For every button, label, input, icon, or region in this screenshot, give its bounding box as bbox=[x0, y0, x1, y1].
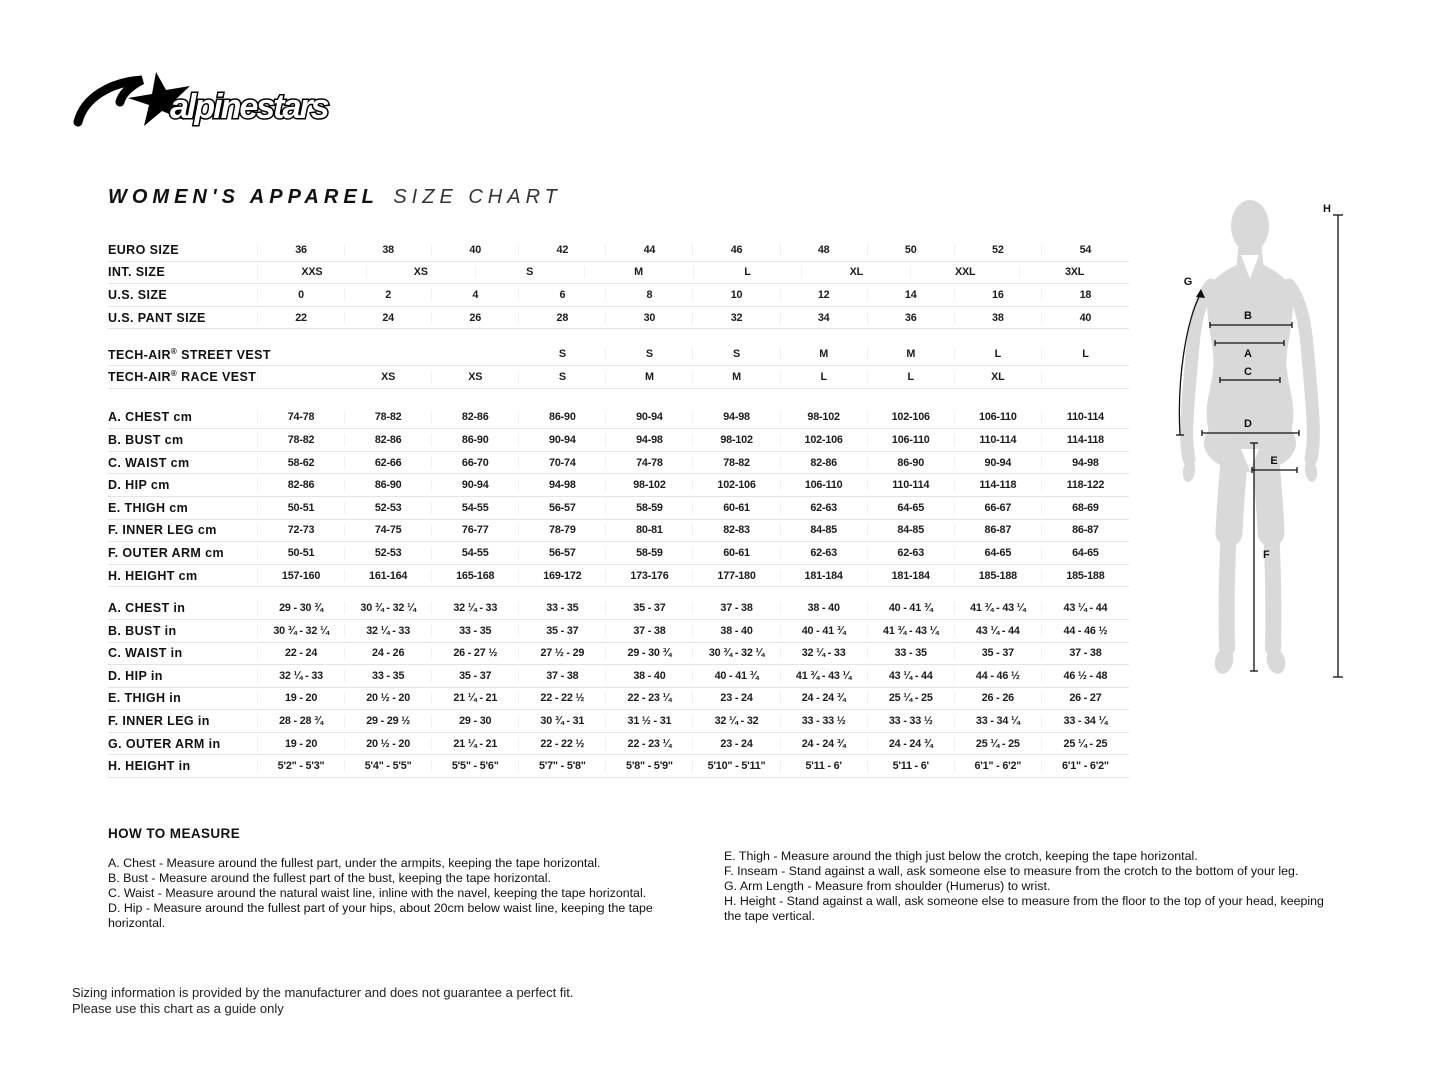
size-cell: 54-55 bbox=[432, 502, 519, 514]
size-cell: 25 ¼ - 25 bbox=[868, 692, 955, 704]
row-label: C. WAIST cm bbox=[108, 456, 258, 470]
size-cell: 52-53 bbox=[345, 502, 432, 514]
size-cell: 29 - 30 ¾ bbox=[258, 602, 345, 614]
table-row bbox=[108, 262, 1129, 285]
size-cell: 38 - 40 bbox=[781, 602, 868, 614]
size-cell: 35 - 37 bbox=[519, 625, 606, 637]
size-cell: 46 ½ - 48 bbox=[1063, 669, 1108, 682]
size-cell: 19 - 20 bbox=[258, 692, 345, 704]
size-cell: 3XL bbox=[1064, 266, 1085, 279]
size-cell: 64-65 bbox=[955, 547, 1042, 559]
size-cell: 94-98 bbox=[693, 411, 780, 423]
size-cell: 32 ¼ - 33 bbox=[781, 647, 868, 659]
size-cell: 90-94 bbox=[432, 479, 519, 491]
size-cell: 42 bbox=[519, 244, 606, 256]
size-cell: 24 bbox=[345, 312, 432, 324]
size-cell: L bbox=[694, 266, 803, 278]
size-cell: 181-184 bbox=[781, 570, 868, 582]
measure-instruction: C. Waist - Measure around the natural waist line, inline with the navel, keeping the tape horizontal. bbox=[108, 885, 647, 900]
size-cell: 50-51 bbox=[258, 547, 345, 559]
size-cell: 4 bbox=[432, 289, 519, 301]
size-cell: 32 bbox=[693, 312, 780, 324]
size-cell: 32 ¼ - 33 bbox=[258, 670, 345, 682]
size-cell: 14 bbox=[868, 289, 955, 301]
size-cell: 27 ½ - 29 bbox=[519, 647, 606, 659]
size-cell: 54 bbox=[1079, 243, 1092, 256]
table-row bbox=[108, 620, 1129, 643]
label-a: A bbox=[1244, 348, 1252, 360]
table-row bbox=[108, 343, 1129, 366]
size-cell: 20 ½ - 20 bbox=[345, 738, 432, 750]
size-cell: 23 - 24 bbox=[693, 692, 780, 704]
size-cell: 76-77 bbox=[432, 524, 519, 536]
size-cell: XXS bbox=[258, 266, 367, 278]
size-cell: 28 - 28 ¾ bbox=[258, 715, 345, 727]
size-cell: 33 - 35 bbox=[345, 670, 432, 682]
row-label: F. OUTER ARM cm bbox=[108, 546, 258, 560]
table-row bbox=[108, 643, 1129, 666]
size-cell: 82-86 bbox=[258, 479, 345, 491]
page-title-sub: SIZE CHART bbox=[393, 186, 562, 208]
measure-instruction: B. Bust - Measure around the fullest part of the bust, keeping the tape horizontal. bbox=[108, 870, 551, 885]
size-cell: 161-164 bbox=[345, 570, 432, 582]
size-cell: XS bbox=[345, 371, 432, 383]
label-h: H bbox=[1323, 203, 1331, 215]
row-label: F. INNER LEG cm bbox=[108, 523, 258, 537]
measure-instruction: F. Inseam - Stand against a wall, ask someone else to measure from the crotch to the bottom of your leg. bbox=[724, 863, 1299, 878]
size-cell: 114-118 bbox=[1066, 433, 1104, 446]
body-silhouette-diagram bbox=[1175, 193, 1365, 693]
size-cell: 86-87 bbox=[955, 524, 1042, 536]
size-cell: 86-90 bbox=[345, 479, 432, 491]
size-cell: 33 - 34 ¼ bbox=[1063, 715, 1108, 728]
size-cell: 2 bbox=[345, 289, 432, 301]
size-cell: 62-66 bbox=[345, 457, 432, 469]
size-cell: 58-59 bbox=[606, 547, 693, 559]
size-cell: 41 ¾ - 43 ¼ bbox=[955, 602, 1042, 614]
size-cell: 25 ¼ - 25 bbox=[955, 738, 1042, 750]
size-cell: 43 ¼ - 44 bbox=[955, 625, 1042, 637]
how-to-measure-left bbox=[108, 826, 708, 931]
table-row bbox=[108, 665, 1129, 688]
row-label: C. WAIST in bbox=[108, 646, 258, 660]
size-table bbox=[108, 239, 1129, 778]
size-cell: 28 bbox=[519, 312, 606, 324]
size-cell: 58-59 bbox=[606, 502, 693, 514]
size-cell: L bbox=[955, 348, 1042, 360]
size-cell: 35 - 37 bbox=[606, 602, 693, 614]
table-row bbox=[108, 688, 1129, 711]
table-row bbox=[108, 565, 1129, 588]
size-cell: 40 - 41 ¾ bbox=[868, 602, 955, 614]
sizes-section bbox=[108, 239, 1129, 329]
size-cell: M bbox=[585, 266, 694, 278]
size-cell: 5'5" - 5'6" bbox=[432, 760, 519, 772]
female-silhouette bbox=[1182, 200, 1319, 676]
table-row bbox=[108, 429, 1129, 452]
row-label: U.S. SIZE bbox=[108, 288, 258, 302]
table-row bbox=[108, 497, 1129, 520]
page-title bbox=[108, 186, 562, 209]
measure-instruction: H. Height - Stand against a wall, ask someone else to measure from the floor to the top of your head, keeping the tape vertical. bbox=[724, 893, 1324, 923]
disclaimer-line-2: Please use this chart as a guide only bbox=[72, 1000, 284, 1016]
measure-instruction: D. Hip - Measure around the fullest part of your hips, about 20cm below waist line, keeping the tape horizontal. bbox=[108, 900, 653, 930]
size-cell: 94-98 bbox=[519, 479, 606, 491]
size-cell: 5'8" - 5'9" bbox=[606, 760, 693, 772]
row-label: B. BUST cm bbox=[108, 433, 258, 447]
size-cell: 54-55 bbox=[432, 547, 519, 559]
size-cell: 102-106 bbox=[693, 479, 780, 491]
size-cell: 90-94 bbox=[519, 434, 606, 446]
size-cell: 29 - 30 bbox=[432, 715, 519, 727]
table-row bbox=[108, 452, 1129, 475]
size-cell: 33 - 33 ½ bbox=[868, 715, 955, 727]
size-cell: 78-82 bbox=[258, 434, 345, 446]
table-row bbox=[108, 597, 1129, 620]
size-cell: 43 ¼ - 44 bbox=[1063, 602, 1108, 615]
logo-wordmark: alpinestars bbox=[170, 88, 328, 126]
size-cell: 165-168 bbox=[432, 570, 519, 582]
size-cell: 22 - 22 ½ bbox=[519, 738, 606, 750]
size-cell: XXL bbox=[911, 266, 1020, 278]
size-cell: 78-82 bbox=[345, 411, 432, 423]
size-cell: 37 - 38 bbox=[1069, 647, 1102, 660]
size-cell: 36 bbox=[258, 244, 345, 256]
size-cell: 22 - 23 ¼ bbox=[606, 738, 693, 750]
measure-instruction: A. Chest - Measure around the fullest part, under the armpits, keeping the tape horizontal. bbox=[108, 856, 601, 870]
size-cell: 114-118 bbox=[955, 479, 1042, 491]
size-cell: 30 bbox=[606, 312, 693, 324]
size-cell: M bbox=[868, 348, 955, 360]
size-cell: 37 - 38 bbox=[693, 602, 780, 614]
size-cell: 64-65 bbox=[1072, 546, 1099, 559]
size-cell: 60-61 bbox=[693, 502, 780, 514]
size-cell: 46 bbox=[693, 244, 780, 256]
size-cell: 36 bbox=[868, 312, 955, 324]
row-label: U.S. PANT SIZE bbox=[108, 311, 258, 325]
size-cell: XL bbox=[802, 266, 911, 278]
size-cell: 6'1" - 6'2" bbox=[955, 760, 1042, 772]
size-cell: 169-172 bbox=[519, 570, 606, 582]
size-cell: 21 ¼ - 21 bbox=[432, 692, 519, 704]
row-label: B. BUST in bbox=[108, 624, 258, 638]
size-cell: 106-110 bbox=[781, 479, 868, 491]
alpinestars-logo bbox=[70, 68, 330, 141]
size-cell: 12 bbox=[781, 289, 868, 301]
size-cell: 185-188 bbox=[955, 570, 1042, 582]
size-cell: 43 ¼ - 44 bbox=[868, 670, 955, 682]
size-cell: 24 - 24 ¾ bbox=[781, 692, 868, 704]
size-cell: 106-110 bbox=[868, 434, 955, 446]
label-f: F bbox=[1263, 549, 1270, 561]
size-cell: 8 bbox=[606, 289, 693, 301]
size-cell: L bbox=[1082, 348, 1089, 361]
size-cell: 52 bbox=[955, 244, 1042, 256]
size-cell: 78-79 bbox=[519, 524, 606, 536]
size-cell: S bbox=[519, 371, 606, 383]
size-cell: 31 ½ - 31 bbox=[606, 715, 693, 727]
table-row bbox=[108, 284, 1129, 307]
row-label: TECH-AIR® RACE VEST bbox=[108, 369, 257, 385]
table-row bbox=[108, 542, 1129, 565]
size-cell: 50-51 bbox=[258, 502, 345, 514]
how-to-measure-list-right bbox=[724, 849, 1342, 924]
size-cell: 5'11 - 6' bbox=[781, 760, 868, 772]
size-cell: 74-78 bbox=[606, 457, 693, 469]
row-label: A. CHEST in bbox=[108, 601, 258, 615]
size-cell: S bbox=[519, 348, 606, 360]
size-cell: 22 bbox=[258, 312, 345, 324]
row-label: E. THIGH in bbox=[108, 691, 258, 705]
size-cell: 110-114 bbox=[955, 434, 1042, 446]
table-row bbox=[108, 407, 1129, 430]
size-cell: 32 ¼ - 33 bbox=[432, 602, 519, 614]
size-cell: M bbox=[781, 348, 868, 360]
measure-instruction: G. Arm Length - Measure from shoulder (Humerus) to wrist. bbox=[724, 878, 1051, 893]
size-cell: 86-90 bbox=[868, 457, 955, 469]
size-cell: 90-94 bbox=[606, 411, 693, 423]
size-cell: 24 - 24 ¾ bbox=[868, 738, 955, 750]
size-cell: 24 - 26 bbox=[345, 647, 432, 659]
row-label: D. HIP in bbox=[108, 669, 258, 683]
size-cell: 82-86 bbox=[432, 411, 519, 423]
size-cell: 5'4" - 5'5" bbox=[345, 760, 432, 772]
size-cell: 32 ¼ - 33 bbox=[345, 625, 432, 637]
size-cell: 157-160 bbox=[258, 570, 345, 582]
row-label: G. OUTER ARM in bbox=[108, 737, 258, 751]
row-label: A. CHEST cm bbox=[108, 410, 258, 424]
size-cell: 86-90 bbox=[519, 411, 606, 423]
how-to-measure-right bbox=[724, 849, 1342, 924]
size-cell: M bbox=[606, 371, 693, 383]
size-cell: 35 - 37 bbox=[432, 670, 519, 682]
table-row bbox=[108, 710, 1129, 733]
size-cell: 44 - 46 ½ bbox=[1063, 624, 1108, 637]
size-cell: 26 - 26 bbox=[955, 692, 1042, 704]
table-row bbox=[108, 239, 1129, 262]
size-cell: 22 - 24 bbox=[258, 647, 345, 659]
size-cell: 110-114 bbox=[1066, 411, 1104, 424]
size-cell: L bbox=[781, 371, 868, 383]
size-cell: 62-63 bbox=[781, 502, 868, 514]
size-cell: 62-63 bbox=[868, 547, 955, 559]
size-cell: 62-63 bbox=[781, 547, 868, 559]
size-cell: 40 - 41 ¾ bbox=[693, 670, 780, 682]
size-cell: 22 - 23 ¼ bbox=[606, 692, 693, 704]
size-cell: 185-188 bbox=[1066, 569, 1105, 582]
disclaimer-line-1: Sizing information is provided by the manufacturer and does not guarantee a perfect fit. bbox=[72, 985, 574, 1000]
table-row bbox=[108, 733, 1129, 756]
size-cell: 118-122 bbox=[1066, 479, 1105, 492]
size-cell: 21 ¼ - 21 bbox=[432, 738, 519, 750]
size-cell: 33 - 35 bbox=[432, 625, 519, 637]
size-cell: 26 - 27 ½ bbox=[432, 647, 519, 659]
size-cell: 33 - 35 bbox=[519, 602, 606, 614]
size-cell: 30 ¾ - 31 bbox=[519, 715, 606, 727]
size-cell: 86-90 bbox=[432, 434, 519, 446]
measure-instruction: E. Thigh - Measure around the thigh just below the crotch, keeping the tape horizontal. bbox=[724, 849, 1198, 863]
size-cell: 0 bbox=[258, 289, 345, 301]
size-cell: XL bbox=[955, 371, 1042, 383]
row-label: E. THIGH cm bbox=[108, 501, 258, 515]
size-cell: XS bbox=[367, 266, 476, 278]
measurements-in-section bbox=[108, 597, 1129, 778]
size-cell: 94-98 bbox=[1072, 456, 1099, 469]
table-row bbox=[108, 520, 1129, 543]
table-row bbox=[108, 474, 1129, 497]
row-label: H. HEIGHT cm bbox=[108, 569, 258, 583]
size-cell: 18 bbox=[1079, 288, 1092, 301]
size-cell: 25 ¼ - 25 bbox=[1063, 737, 1108, 750]
size-cell: 23 - 24 bbox=[693, 738, 780, 750]
size-cell: M bbox=[693, 371, 780, 383]
size-cell: 26 - 27 bbox=[1069, 692, 1102, 705]
size-cell: 5'10" - 5'11" bbox=[693, 760, 780, 772]
row-label: H. HEIGHT in bbox=[108, 759, 258, 773]
size-cell: 56-57 bbox=[519, 547, 606, 559]
size-cell: 98-102 bbox=[781, 411, 868, 423]
size-cell: 60-61 bbox=[693, 547, 780, 559]
how-to-measure-heading: HOW TO MEASURE bbox=[108, 826, 241, 841]
size-cell: 24 - 24 ¾ bbox=[781, 738, 868, 750]
size-cell: 40 bbox=[432, 244, 519, 256]
size-cell: 66-67 bbox=[955, 502, 1042, 514]
label-b: B bbox=[1244, 310, 1252, 322]
size-cell: 30 ¾ - 32 ¼ bbox=[693, 647, 780, 659]
row-label: EURO SIZE bbox=[108, 243, 258, 257]
size-cell: 82-86 bbox=[781, 457, 868, 469]
label-c: C bbox=[1244, 366, 1252, 378]
size-cell: 35 - 37 bbox=[955, 647, 1042, 659]
label-d: D bbox=[1244, 418, 1252, 430]
size-cell: XS bbox=[432, 371, 519, 383]
table-row bbox=[108, 755, 1129, 778]
size-cell: 48 bbox=[781, 244, 868, 256]
size-cell: 44 - 46 ½ bbox=[955, 670, 1042, 682]
how-to-measure-list-left bbox=[108, 856, 708, 931]
size-cell: 58-62 bbox=[258, 457, 345, 469]
size-cell: 106-110 bbox=[955, 411, 1042, 423]
row-label: F. INNER LEG in bbox=[108, 714, 258, 728]
size-cell: 32 ¼ - 32 bbox=[693, 715, 780, 727]
size-cell: L bbox=[868, 371, 955, 383]
size-cell: 82-86 bbox=[345, 434, 432, 446]
size-cell: 70-74 bbox=[519, 457, 606, 469]
table-row bbox=[108, 307, 1129, 330]
size-cell: 26 bbox=[432, 312, 519, 324]
alpinestars-logo-icon bbox=[70, 68, 330, 136]
size-cell: 84-85 bbox=[868, 524, 955, 536]
label-g: G bbox=[1183, 276, 1193, 288]
page-title-main: WOMEN'S APPAREL bbox=[108, 186, 379, 208]
size-cell: 30 ¾ - 32 ¼ bbox=[258, 625, 345, 637]
size-cell: 102-106 bbox=[781, 434, 868, 446]
size-cell: 29 - 29 ½ bbox=[345, 715, 432, 727]
size-cell: 5'2" - 5'3" bbox=[258, 760, 345, 772]
size-cell: 86-87 bbox=[1072, 524, 1099, 537]
size-cell: 20 ½ - 20 bbox=[345, 692, 432, 704]
size-cell: S bbox=[476, 266, 585, 278]
size-cell: 78-82 bbox=[693, 457, 780, 469]
logo-swoosh bbox=[78, 80, 142, 122]
size-cell: 64-65 bbox=[868, 502, 955, 514]
size-cell: 80-81 bbox=[606, 524, 693, 536]
size-cell: 50 bbox=[868, 244, 955, 256]
row-label: TECH-AIR® STREET VEST bbox=[108, 346, 271, 362]
size-cell: 44 bbox=[606, 244, 693, 256]
sizing-disclaimer bbox=[72, 985, 574, 1016]
size-cell: 38 bbox=[345, 244, 432, 256]
size-cell: 6'1" - 6'2" bbox=[1062, 760, 1109, 773]
size-cell: 40 - 41 ¾ bbox=[781, 625, 868, 637]
size-cell: 98-102 bbox=[606, 479, 693, 491]
size-cell: 37 - 38 bbox=[606, 625, 693, 637]
size-cell: 177-180 bbox=[693, 570, 780, 582]
size-cell: 181-184 bbox=[868, 570, 955, 582]
size-cell: 68-69 bbox=[1072, 501, 1099, 514]
size-cell: 66-70 bbox=[432, 457, 519, 469]
size-cell: 84-85 bbox=[781, 524, 868, 536]
size-cell: 41 ¾ - 43 ¼ bbox=[781, 670, 868, 682]
table-row bbox=[108, 366, 1129, 389]
size-cell: 74-78 bbox=[258, 411, 345, 423]
size-cell: 173-176 bbox=[606, 570, 693, 582]
tech-air-section bbox=[108, 343, 1129, 388]
size-cell: 90-94 bbox=[955, 457, 1042, 469]
size-cell: 16 bbox=[955, 289, 1042, 301]
size-cell: 98-102 bbox=[693, 434, 780, 446]
size-cell: S bbox=[693, 348, 780, 360]
size-cell: 5'7" - 5'8" bbox=[519, 760, 606, 772]
size-cell: 37 - 38 bbox=[519, 670, 606, 682]
measurements-cm-section bbox=[108, 407, 1129, 588]
size-cell: 110-114 bbox=[868, 479, 955, 491]
size-cell: 10 bbox=[693, 289, 780, 301]
size-cell: 72-73 bbox=[258, 524, 345, 536]
size-cell: 38 - 40 bbox=[693, 625, 780, 637]
size-cell: 29 - 30 ¾ bbox=[606, 647, 693, 659]
size-cell: 6 bbox=[519, 289, 606, 301]
row-label: D. HIP cm bbox=[108, 478, 258, 492]
row-label: INT. SIZE bbox=[108, 265, 258, 279]
size-cell: 5'11 - 6' bbox=[868, 760, 955, 772]
size-cell: 82-83 bbox=[693, 524, 780, 536]
size-cell: 22 - 22 ½ bbox=[519, 692, 606, 704]
size-cell: 40 bbox=[1079, 311, 1092, 324]
size-cell: 19 - 20 bbox=[258, 738, 345, 750]
size-cell: 38 - 40 bbox=[606, 670, 693, 682]
size-cell: 102-106 bbox=[868, 411, 955, 423]
size-cell: 33 - 34 ¼ bbox=[955, 715, 1042, 727]
size-cell: 30 ¾ - 32 ¼ bbox=[345, 602, 432, 614]
size-cell: 41 ¾ - 43 ¼ bbox=[868, 625, 955, 637]
size-cell: S bbox=[606, 348, 693, 360]
size-cell: 74-75 bbox=[345, 524, 432, 536]
size-cell: 52-53 bbox=[345, 547, 432, 559]
size-cell: 34 bbox=[781, 312, 868, 324]
size-cell: 56-57 bbox=[519, 502, 606, 514]
size-cell: 94-98 bbox=[606, 434, 693, 446]
size-cell: 33 - 33 ½ bbox=[781, 715, 868, 727]
size-cell: 33 - 35 bbox=[868, 647, 955, 659]
size-cell: 38 bbox=[955, 312, 1042, 324]
measurement-figure bbox=[1175, 193, 1365, 698]
label-e: E bbox=[1270, 455, 1278, 467]
